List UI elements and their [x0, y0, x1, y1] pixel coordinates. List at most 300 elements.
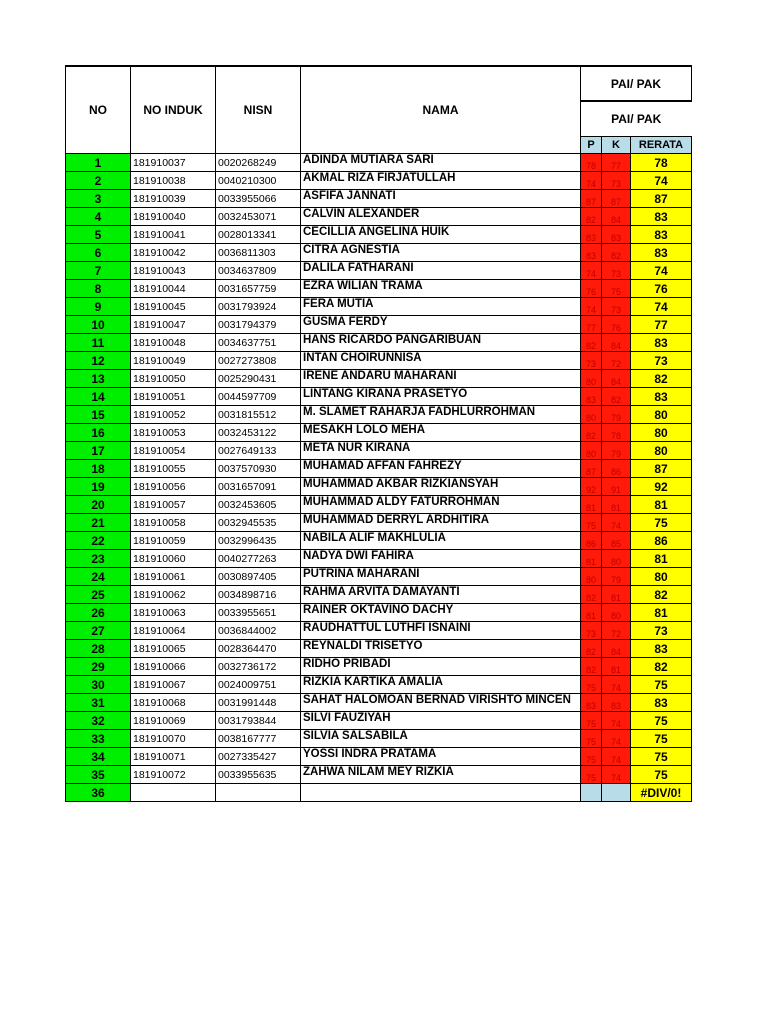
score-p-cell[interactable]: 81 — [581, 604, 602, 622]
score-k-cell[interactable]: 84 — [602, 334, 631, 352]
name-cell[interactable]: ZAHWA NILAM MEY RIZKIA — [301, 766, 581, 784]
no-induk-cell[interactable]: 181910062 — [131, 586, 216, 604]
name-cell[interactable]: MUHAMMAD DERRYL ARDHITIRA — [301, 514, 581, 532]
no-induk-cell[interactable]: 181910058 — [131, 514, 216, 532]
name-cell[interactable]: SAHAT HALOMOAN BERNAD VIRISHTO MINCEN — [301, 694, 581, 712]
no-induk-cell[interactable]: 181910055 — [131, 460, 216, 478]
no-induk-cell[interactable] — [131, 784, 216, 802]
score-k-cell[interactable]: 83 — [602, 226, 631, 244]
row-number-cell[interactable]: 10 — [66, 316, 131, 334]
score-p-cell[interactable]: 82 — [581, 424, 602, 442]
score-p-cell[interactable]: 83 — [581, 226, 602, 244]
rerata-cell[interactable]: 82 — [631, 658, 692, 676]
name-cell[interactable]: EZRA WILIAN TRAMA — [301, 280, 581, 298]
rerata-cell[interactable]: 82 — [631, 586, 692, 604]
rerata-cell[interactable]: 75 — [631, 712, 692, 730]
row-number-cell[interactable]: 18 — [66, 460, 131, 478]
score-k-cell[interactable]: 73 — [602, 172, 631, 190]
score-k-cell[interactable]: 75 — [602, 280, 631, 298]
row-number-cell[interactable]: 30 — [66, 676, 131, 694]
name-cell[interactable] — [301, 784, 581, 802]
nisn-cell[interactable]: 0032453071 — [216, 208, 301, 226]
table-row — [66, 586, 692, 604]
nisn-cell[interactable]: 0031794379 — [216, 316, 301, 334]
score-k-cell[interactable]: 74 — [602, 748, 631, 766]
row-number-cell[interactable]: 23 — [66, 550, 131, 568]
no-induk-cell[interactable]: 181910061 — [131, 568, 216, 586]
score-p-cell[interactable]: 75 — [581, 514, 602, 532]
nisn-cell[interactable]: 0036811303 — [216, 244, 301, 262]
rerata-cell[interactable]: 76 — [631, 280, 692, 298]
score-k-cell[interactable]: 85 — [602, 532, 631, 550]
nisn-cell[interactable]: 0031991448 — [216, 694, 301, 712]
table-row — [66, 316, 692, 334]
nisn-cell[interactable]: 0038167777 — [216, 730, 301, 748]
header-group-sub[interactable]: PAI/ PAK — [581, 101, 692, 136]
nisn-cell[interactable]: 0031815512 — [216, 406, 301, 424]
name-cell[interactable]: INTAN CHOIRUNNISA — [301, 352, 581, 370]
rerata-cell[interactable]: 75 — [631, 514, 692, 532]
no-induk-cell[interactable]: 181910041 — [131, 226, 216, 244]
name-cell[interactable]: HANS RICARDO PANGARIBUAN — [301, 334, 581, 352]
table-row — [66, 640, 692, 658]
name-cell[interactable]: RAUDHATTUL LUTHFI ISNAINI — [301, 622, 581, 640]
score-p-cell[interactable]: 83 — [581, 244, 602, 262]
name-cell[interactable]: RIDHO PRIBADI — [301, 658, 581, 676]
score-k-cell[interactable]: 74 — [602, 676, 631, 694]
score-p-cell[interactable]: 76 — [581, 280, 602, 298]
table-row — [66, 298, 692, 316]
score-p-cell[interactable]: 81 — [581, 550, 602, 568]
nisn-cell[interactable]: 0032453605 — [216, 496, 301, 514]
score-p-cell[interactable]: 83 — [581, 388, 602, 406]
nisn-cell[interactable]: 0032945535 — [216, 514, 301, 532]
no-induk-cell[interactable]: 181910045 — [131, 298, 216, 316]
nisn-cell[interactable]: 0031793844 — [216, 712, 301, 730]
nisn-cell[interactable]: 0034898716 — [216, 586, 301, 604]
no-induk-cell[interactable]: 181910063 — [131, 604, 216, 622]
score-k-cell[interactable]: 82 — [602, 388, 631, 406]
table-row — [66, 604, 692, 622]
row-number-cell[interactable]: 19 — [66, 478, 131, 496]
row-number-cell[interactable]: 3 — [66, 190, 131, 208]
no-induk-cell[interactable]: 181910067 — [131, 676, 216, 694]
score-k-cell[interactable]: 82 — [602, 244, 631, 262]
score-p-cell[interactable]: 81 — [581, 496, 602, 514]
table-row — [66, 244, 692, 262]
score-p-cell[interactable]: 74 — [581, 298, 602, 316]
row-number-cell[interactable]: 17 — [66, 442, 131, 460]
row-number-cell[interactable]: 1 — [66, 154, 131, 172]
score-k-cell[interactable]: 79 — [602, 568, 631, 586]
score-k-cell[interactable]: 73 — [602, 262, 631, 280]
score-k-cell[interactable]: 80 — [602, 604, 631, 622]
rerata-cell[interactable]: 92 — [631, 478, 692, 496]
rerata-cell[interactable]: 74 — [631, 298, 692, 316]
rerata-cell[interactable]: 73 — [631, 622, 692, 640]
rerata-cell[interactable]: 83 — [631, 694, 692, 712]
score-k-cell[interactable]: 84 — [602, 208, 631, 226]
row-number-cell[interactable]: 20 — [66, 496, 131, 514]
score-k-cell[interactable] — [602, 784, 631, 802]
row-number-cell[interactable]: 8 — [66, 280, 131, 298]
rerata-cell[interactable]: 87 — [631, 460, 692, 478]
name-cell[interactable]: MUHAMMAD ALDY FATURROHMAN — [301, 496, 581, 514]
rerata-cell[interactable]: 77 — [631, 316, 692, 334]
no-induk-cell[interactable]: 181910066 — [131, 658, 216, 676]
no-induk-cell[interactable]: 181910043 — [131, 262, 216, 280]
table-body — [66, 154, 692, 802]
no-induk-cell[interactable]: 181910048 — [131, 334, 216, 352]
score-p-cell[interactable]: 78 — [581, 154, 602, 172]
name-cell[interactable]: RAHMA ARVITA DAMAYANTI — [301, 586, 581, 604]
table-row — [66, 766, 692, 784]
no-induk-cell[interactable]: 181910039 — [131, 190, 216, 208]
rerata-cell[interactable]: 74 — [631, 262, 692, 280]
table-row — [66, 550, 692, 568]
no-induk-cell[interactable]: 181910056 — [131, 478, 216, 496]
score-k-cell[interactable]: 79 — [602, 442, 631, 460]
rerata-cell[interactable]: 83 — [631, 388, 692, 406]
table-row — [66, 694, 692, 712]
rerata-cell[interactable]: 80 — [631, 442, 692, 460]
row-number-cell[interactable]: 6 — [66, 244, 131, 262]
score-k-cell[interactable]: 72 — [602, 352, 631, 370]
score-p-cell[interactable]: 80 — [581, 406, 602, 424]
name-cell[interactable]: DALILA FATHARANI — [301, 262, 581, 280]
no-induk-cell[interactable]: 181910053 — [131, 424, 216, 442]
row-number-cell[interactable]: 2 — [66, 172, 131, 190]
header-p[interactable]: P — [581, 136, 602, 153]
score-p-cell[interactable]: 82 — [581, 586, 602, 604]
no-induk-cell[interactable]: 181910054 — [131, 442, 216, 460]
row-number-cell[interactable]: 29 — [66, 658, 131, 676]
table-row — [66, 226, 692, 244]
no-induk-cell[interactable]: 181910037 — [131, 154, 216, 172]
name-cell[interactable]: NADYA DWI FAHIRA — [301, 550, 581, 568]
score-p-cell[interactable]: 87 — [581, 460, 602, 478]
name-cell[interactable]: SILVI FAUZIYAH — [301, 712, 581, 730]
table-row — [66, 424, 692, 442]
name-cell[interactable]: CITRA AGNESTIA — [301, 244, 581, 262]
score-p-cell[interactable]: 82 — [581, 658, 602, 676]
row-number-cell[interactable]: 33 — [66, 730, 131, 748]
no-induk-cell[interactable]: 181910051 — [131, 388, 216, 406]
rerata-cell[interactable]: 75 — [631, 766, 692, 784]
rerata-cell[interactable]: 74 — [631, 172, 692, 190]
score-p-cell[interactable]: 75 — [581, 748, 602, 766]
rerata-cell[interactable]: 81 — [631, 604, 692, 622]
header-nisn[interactable]: NISN — [216, 66, 301, 154]
no-induk-cell[interactable]: 181910064 — [131, 622, 216, 640]
score-k-cell[interactable]: 77 — [602, 154, 631, 172]
score-p-cell[interactable]: 73 — [581, 622, 602, 640]
table-row — [66, 568, 692, 586]
row-number-cell[interactable]: 14 — [66, 388, 131, 406]
name-cell[interactable]: FERA MUTIA — [301, 298, 581, 316]
grade-sheet — [65, 65, 691, 802]
nisn-cell[interactable]: 0033955651 — [216, 604, 301, 622]
table-row — [66, 748, 692, 766]
no-induk-cell[interactable]: 181910049 — [131, 352, 216, 370]
nisn-cell[interactable] — [216, 784, 301, 802]
nisn-cell[interactable]: 0034637751 — [216, 334, 301, 352]
score-k-cell[interactable]: 84 — [602, 370, 631, 388]
nisn-cell[interactable]: 0037570930 — [216, 460, 301, 478]
rerata-cell[interactable]: 73 — [631, 352, 692, 370]
score-p-cell[interactable]: 75 — [581, 676, 602, 694]
score-p-cell[interactable]: 82 — [581, 334, 602, 352]
table-row — [66, 712, 692, 730]
rerata-cell[interactable]: 82 — [631, 370, 692, 388]
rerata-cell[interactable]: 81 — [631, 496, 692, 514]
name-cell[interactable]: MUHAMAD AFFAN FAHREZY — [301, 460, 581, 478]
row-number-cell[interactable]: 31 — [66, 694, 131, 712]
row-number-cell[interactable]: 35 — [66, 766, 131, 784]
nisn-cell[interactable]: 0031657759 — [216, 280, 301, 298]
name-cell[interactable]: ADINDA MUTIARA SARI — [301, 154, 581, 172]
table-header — [66, 66, 692, 154]
nisn-cell[interactable]: 0032996435 — [216, 532, 301, 550]
no-induk-cell[interactable]: 181910069 — [131, 712, 216, 730]
rerata-cell[interactable]: 87 — [631, 190, 692, 208]
score-p-cell[interactable]: 87 — [581, 190, 602, 208]
table-row — [66, 388, 692, 406]
no-induk-cell[interactable]: 181910042 — [131, 244, 216, 262]
nisn-cell[interactable]: 0027335427 — [216, 748, 301, 766]
row-number-cell[interactable]: 21 — [66, 514, 131, 532]
score-k-cell[interactable]: 72 — [602, 622, 631, 640]
table-row — [66, 154, 692, 172]
row-number-cell[interactable]: 4 — [66, 208, 131, 226]
row-number-cell[interactable]: 11 — [66, 334, 131, 352]
score-p-cell[interactable]: 83 — [581, 694, 602, 712]
no-induk-cell[interactable]: 181910047 — [131, 316, 216, 334]
rerata-cell[interactable]: 75 — [631, 730, 692, 748]
nisn-cell[interactable]: 0025290431 — [216, 370, 301, 388]
nisn-cell[interactable]: 0027273808 — [216, 352, 301, 370]
name-cell[interactable]: MUHAMMAD AKBAR RIZKIANSYAH — [301, 478, 581, 496]
row-number-cell[interactable]: 27 — [66, 622, 131, 640]
score-k-cell[interactable]: 73 — [602, 298, 631, 316]
score-p-cell[interactable]: 82 — [581, 208, 602, 226]
score-p-cell[interactable]: 82 — [581, 640, 602, 658]
nisn-cell[interactable]: 0032736172 — [216, 658, 301, 676]
name-cell[interactable]: RAINER OKTAVINO DACHY — [301, 604, 581, 622]
name-cell[interactable]: PUTRINA MAHARANI — [301, 568, 581, 586]
name-cell[interactable]: CALVIN ALEXANDER — [301, 208, 581, 226]
score-k-cell[interactable]: 74 — [602, 766, 631, 784]
nisn-cell[interactable]: 0028364470 — [216, 640, 301, 658]
header-group-top[interactable]: PAI/ PAK — [581, 66, 692, 101]
name-cell[interactable]: M. SLAMET RAHARJA FADHLURROHMAN — [301, 406, 581, 424]
nisn-cell[interactable]: 0024009751 — [216, 676, 301, 694]
rerata-cell[interactable]: 78 — [631, 154, 692, 172]
row-number-cell[interactable]: 5 — [66, 226, 131, 244]
no-induk-cell[interactable]: 181910052 — [131, 406, 216, 424]
nisn-cell[interactable]: 0036844002 — [216, 622, 301, 640]
header-no[interactable]: NO — [66, 66, 131, 154]
table-row — [66, 208, 692, 226]
score-k-cell[interactable]: 79 — [602, 406, 631, 424]
table-row — [66, 658, 692, 676]
row-number-cell[interactable]: 16 — [66, 424, 131, 442]
row-number-cell[interactable]: 34 — [66, 748, 131, 766]
score-p-cell[interactable]: 80 — [581, 568, 602, 586]
header-rerata[interactable]: RERATA — [631, 136, 692, 153]
score-p-cell[interactable]: 75 — [581, 712, 602, 730]
table-row — [66, 496, 692, 514]
table-row — [66, 406, 692, 424]
row-number-cell[interactable]: 15 — [66, 406, 131, 424]
table-row — [66, 280, 692, 298]
nisn-cell[interactable]: 0030897405 — [216, 568, 301, 586]
name-cell[interactable]: MESAKH LOLO MEHA — [301, 424, 581, 442]
rerata-cell[interactable]: 83 — [631, 208, 692, 226]
rerata-cell[interactable]: 75 — [631, 748, 692, 766]
table-row — [66, 514, 692, 532]
score-k-cell[interactable]: 78 — [602, 424, 631, 442]
score-p-cell[interactable]: 75 — [581, 730, 602, 748]
rerata-cell[interactable]: 80 — [631, 406, 692, 424]
score-p-cell[interactable]: 74 — [581, 172, 602, 190]
score-p-cell[interactable] — [581, 784, 602, 802]
score-k-cell[interactable]: 80 — [602, 550, 631, 568]
score-k-cell[interactable]: 76 — [602, 316, 631, 334]
row-number-cell[interactable]: 13 — [66, 370, 131, 388]
nisn-cell[interactable]: 0033955066 — [216, 190, 301, 208]
score-p-cell[interactable]: 75 — [581, 766, 602, 784]
score-k-cell[interactable]: 87 — [602, 190, 631, 208]
row-number-cell[interactable]: 7 — [66, 262, 131, 280]
nisn-cell[interactable]: 0040210300 — [216, 172, 301, 190]
name-cell[interactable]: REYNALDI TRISETYO — [301, 640, 581, 658]
no-induk-cell[interactable]: 181910059 — [131, 532, 216, 550]
header-no-induk[interactable]: NO INDUK — [131, 66, 216, 154]
score-k-cell[interactable]: 84 — [602, 640, 631, 658]
row-number-cell[interactable]: 12 — [66, 352, 131, 370]
table-row — [66, 532, 692, 550]
rerata-cell[interactable]: 83 — [631, 244, 692, 262]
rerata-cell[interactable]: 83 — [631, 226, 692, 244]
name-cell[interactable]: IRENE ANDARU MAHARANI — [301, 370, 581, 388]
no-induk-cell[interactable]: 181910072 — [131, 766, 216, 784]
table-row — [66, 172, 692, 190]
no-induk-cell[interactable]: 181910068 — [131, 694, 216, 712]
name-cell[interactable]: NABILA ALIF MAKHLULIA — [301, 532, 581, 550]
score-p-cell[interactable]: 74 — [581, 262, 602, 280]
table-row — [66, 334, 692, 352]
row-number-cell[interactable]: 22 — [66, 532, 131, 550]
no-induk-cell[interactable]: 181910044 — [131, 280, 216, 298]
rerata-cell[interactable]: 80 — [631, 568, 692, 586]
score-k-cell[interactable]: 83 — [602, 694, 631, 712]
grade-table — [65, 65, 692, 802]
no-induk-cell[interactable]: 181910050 — [131, 370, 216, 388]
row-number-cell[interactable]: 26 — [66, 604, 131, 622]
no-induk-cell[interactable]: 181910040 — [131, 208, 216, 226]
no-induk-cell[interactable]: 181910057 — [131, 496, 216, 514]
nisn-cell[interactable]: 0020268249 — [216, 154, 301, 172]
table-row — [66, 190, 692, 208]
no-induk-cell[interactable]: 181910071 — [131, 748, 216, 766]
score-k-cell[interactable]: 74 — [602, 712, 631, 730]
nisn-cell[interactable]: 0034637809 — [216, 262, 301, 280]
table-row — [66, 622, 692, 640]
table-row — [66, 262, 692, 280]
nisn-cell[interactable]: 0031793924 — [216, 298, 301, 316]
name-cell[interactable]: AKMAL RIZA FIRJATULLAH — [301, 172, 581, 190]
table-row — [66, 370, 692, 388]
header-nama[interactable]: NAMA — [301, 66, 581, 154]
name-cell[interactable]: GUSMA FERDY — [301, 316, 581, 334]
row-number-cell[interactable]: 25 — [66, 586, 131, 604]
row-number-cell[interactable]: 28 — [66, 640, 131, 658]
rerata-cell[interactable]: #DIV/0! — [631, 784, 692, 802]
nisn-cell[interactable]: 0044597709 — [216, 388, 301, 406]
header-k[interactable]: K — [602, 136, 631, 153]
row-number-cell[interactable]: 9 — [66, 298, 131, 316]
name-cell[interactable]: META NUR KIRANA — [301, 442, 581, 460]
nisn-cell[interactable]: 0028013341 — [216, 226, 301, 244]
nisn-cell[interactable]: 0031657091 — [216, 478, 301, 496]
row-number-cell[interactable]: 32 — [66, 712, 131, 730]
score-k-cell[interactable]: 74 — [602, 730, 631, 748]
score-k-cell[interactable]: 86 — [602, 460, 631, 478]
score-k-cell[interactable]: 74 — [602, 514, 631, 532]
table-row-last — [66, 784, 692, 802]
nisn-cell[interactable]: 0033955635 — [216, 766, 301, 784]
table-row — [66, 730, 692, 748]
no-induk-cell[interactable]: 181910065 — [131, 640, 216, 658]
score-p-cell[interactable]: 77 — [581, 316, 602, 334]
rerata-cell[interactable]: 80 — [631, 424, 692, 442]
rerata-cell[interactable]: 83 — [631, 334, 692, 352]
score-p-cell[interactable]: 80 — [581, 370, 602, 388]
score-p-cell[interactable]: 86 — [581, 532, 602, 550]
no-induk-cell[interactable]: 181910038 — [131, 172, 216, 190]
name-cell[interactable]: SILVIA SALSABILA — [301, 730, 581, 748]
score-k-cell[interactable]: 81 — [602, 658, 631, 676]
name-cell[interactable]: ASFIFA JANNATI — [301, 190, 581, 208]
nisn-cell[interactable]: 0040277263 — [216, 550, 301, 568]
nisn-cell[interactable]: 0032453122 — [216, 424, 301, 442]
rerata-cell[interactable]: 75 — [631, 676, 692, 694]
rerata-cell[interactable]: 86 — [631, 532, 692, 550]
name-cell[interactable]: LINTANG KIRANA PRASETYO — [301, 388, 581, 406]
rerata-cell[interactable]: 83 — [631, 640, 692, 658]
name-cell[interactable]: YOSSI INDRA PRATAMA — [301, 748, 581, 766]
no-induk-cell[interactable]: 181910060 — [131, 550, 216, 568]
score-k-cell[interactable]: 91 — [602, 478, 631, 496]
table-row — [66, 478, 692, 496]
row-number-cell[interactable]: 36 — [66, 784, 131, 802]
score-k-cell[interactable]: 81 — [602, 586, 631, 604]
score-p-cell[interactable]: 80 — [581, 442, 602, 460]
rerata-cell[interactable]: 81 — [631, 550, 692, 568]
nisn-cell[interactable]: 0027649133 — [216, 442, 301, 460]
no-induk-cell[interactable]: 181910070 — [131, 730, 216, 748]
table-row — [66, 352, 692, 370]
row-number-cell[interactable]: 24 — [66, 568, 131, 586]
score-p-cell[interactable]: 92 — [581, 478, 602, 496]
name-cell[interactable]: CECILLIA ANGELINA HUIK — [301, 226, 581, 244]
score-p-cell[interactable]: 73 — [581, 352, 602, 370]
table-row — [66, 676, 692, 694]
name-cell[interactable]: RIZKIA KARTIKA AMALIA — [301, 676, 581, 694]
score-k-cell[interactable]: 81 — [602, 496, 631, 514]
table-row — [66, 442, 692, 460]
